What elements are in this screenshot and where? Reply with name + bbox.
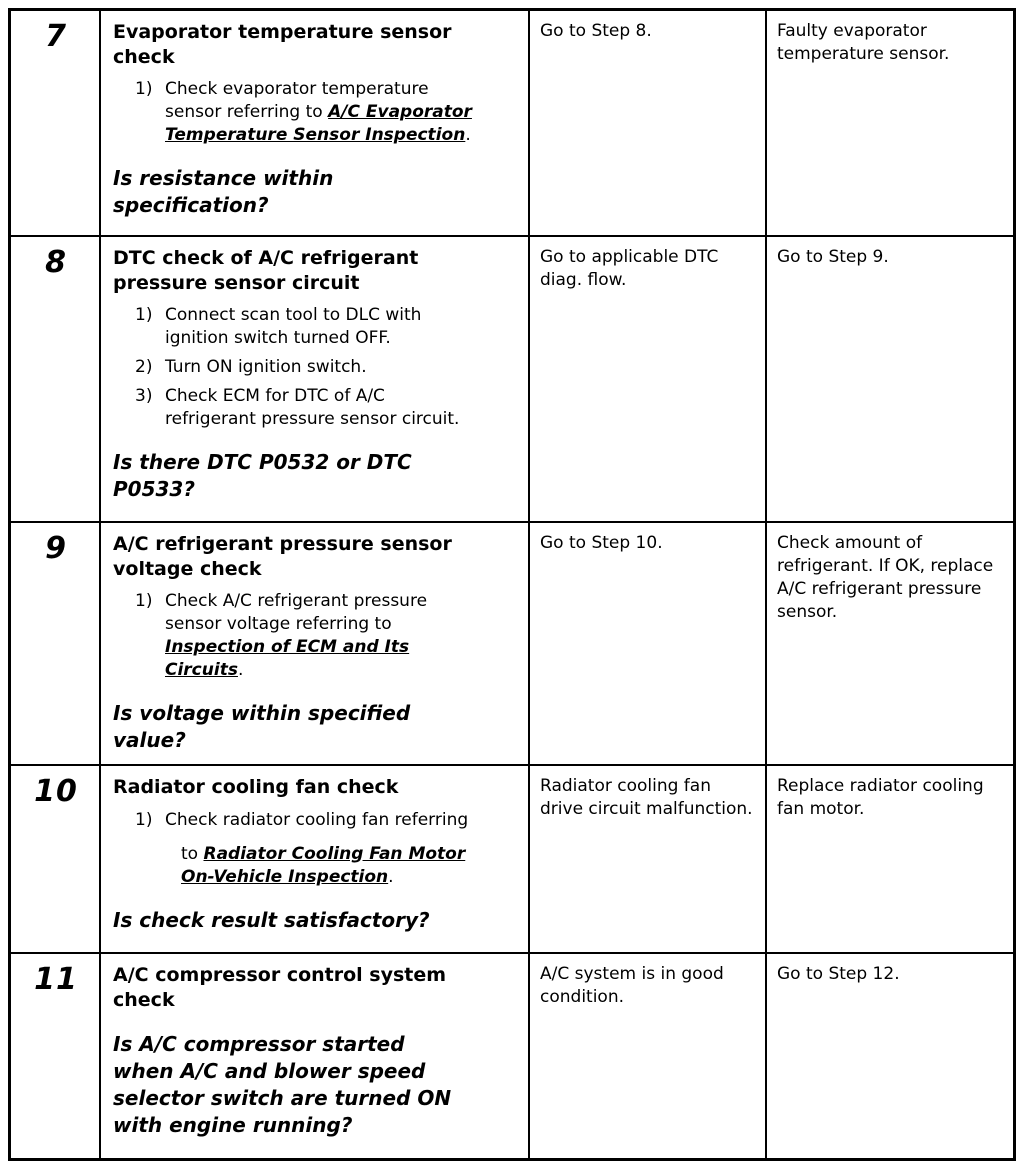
item-text: Check ECM for DTC of A/C refrigerant pressure sensor circuit.	[165, 386, 460, 430]
item-number: 1)	[135, 591, 153, 612]
action-title: Evaporator temperature sensor check	[113, 21, 452, 68]
action-title: Radiator cooling fan check	[113, 776, 399, 799]
question-text: Is there DTC P0532 or DTC P0533?	[113, 450, 412, 502]
item-number: 2)	[135, 357, 153, 378]
table-row	[11, 952, 1013, 1158]
item-number: 1)	[135, 809, 153, 830]
step-number-cell	[11, 523, 99, 764]
no-cell: Check amount of refrigerant. If OK, replace A/C refrigerant pressure sensor.	[765, 523, 1013, 764]
reference-link[interactable]: Inspection of ECM and Its Circuits	[165, 637, 410, 681]
step-number: 10	[34, 774, 78, 810]
action-cell	[99, 11, 528, 235]
action-title: DTC check of A/C refrigerant pressure sensor circuit	[113, 247, 419, 294]
step-number-cell	[11, 766, 99, 952]
yes-cell: Go to applicable DTC diag. flow.	[528, 237, 765, 521]
item-text-part: Check radiator cooling fan referring	[165, 809, 469, 830]
diagnostic-table	[8, 8, 1016, 1161]
item-text: Connect scan tool to DLC with ignition switch turned OFF.	[165, 305, 422, 349]
action-cell	[99, 523, 528, 764]
action-item	[135, 385, 520, 431]
step-number-cell	[11, 11, 99, 235]
question-text: Is resistance within specification?	[113, 166, 334, 218]
action-title: A/C compressor control system check	[113, 964, 447, 1011]
no-cell: Faulty evaporator temperature sensor.	[765, 11, 1013, 235]
action-cell	[99, 237, 528, 521]
reference-link[interactable]: Radiator Cooling Fan Motor On-Vehicle Inspection	[181, 843, 466, 887]
item-text: Turn ON ignition switch.	[165, 357, 367, 378]
no-cell: Replace radiator cooling fan motor.	[765, 766, 1013, 952]
item-text-suffix: .	[465, 125, 471, 146]
no-cell: Go to Step 9.	[765, 237, 1013, 521]
item-text-suffix: .	[237, 660, 244, 681]
item-number: 1)	[135, 305, 153, 326]
table-row	[11, 521, 1013, 764]
item-text-part: Check A/C refrigerant pressure sensor voltage referring to	[165, 591, 428, 635]
item-text-part: Check evaporator temperature sensor referring to	[165, 79, 429, 123]
table-row	[11, 764, 1013, 952]
step-number-cell	[11, 954, 99, 1158]
item-number: 3)	[135, 386, 153, 407]
step-number: 8	[45, 245, 67, 280]
item-text	[165, 809, 480, 889]
no-cell: Go to Step 12.	[765, 954, 1013, 1158]
item-text	[165, 590, 480, 682]
yes-cell: Radiator cooling fan drive circuit malfunction.	[528, 766, 765, 952]
item-text-continuation	[181, 843, 480, 889]
action-cell	[99, 766, 528, 952]
question-text: Is A/C compressor started when A/C and blower speed selector switch are turned ON with engine running?	[113, 1031, 452, 1137]
yes-cell: Go to Step 10.	[528, 523, 765, 764]
action-item	[135, 590, 520, 682]
yes-cell: Go to Step 8.	[528, 11, 765, 235]
table-row	[11, 235, 1013, 521]
reference-link[interactable]: A/C Evaporator Temperature Sensor Inspection	[165, 102, 472, 146]
item-text-suffix: .	[388, 866, 394, 887]
item-text	[165, 78, 480, 147]
action-cell	[99, 954, 528, 1158]
step-number: 9	[45, 531, 67, 566]
question-text: Is voltage within specified value?	[113, 701, 411, 753]
yes-cell: A/C system is in good condition.	[528, 954, 765, 1158]
step-number-cell	[11, 237, 99, 521]
step-number: 11	[34, 962, 78, 998]
action-item	[135, 304, 520, 350]
item-number: 1)	[135, 79, 153, 100]
table-row	[11, 11, 1013, 235]
action-item	[135, 809, 520, 889]
item-text-part: to	[181, 843, 204, 864]
action-item	[135, 356, 520, 379]
action-title: A/C refrigerant pressure sensor voltage check	[113, 533, 452, 580]
action-item	[135, 78, 520, 147]
question-text: Is check result satisfactory?	[113, 907, 430, 932]
step-number: 7	[45, 19, 67, 54]
